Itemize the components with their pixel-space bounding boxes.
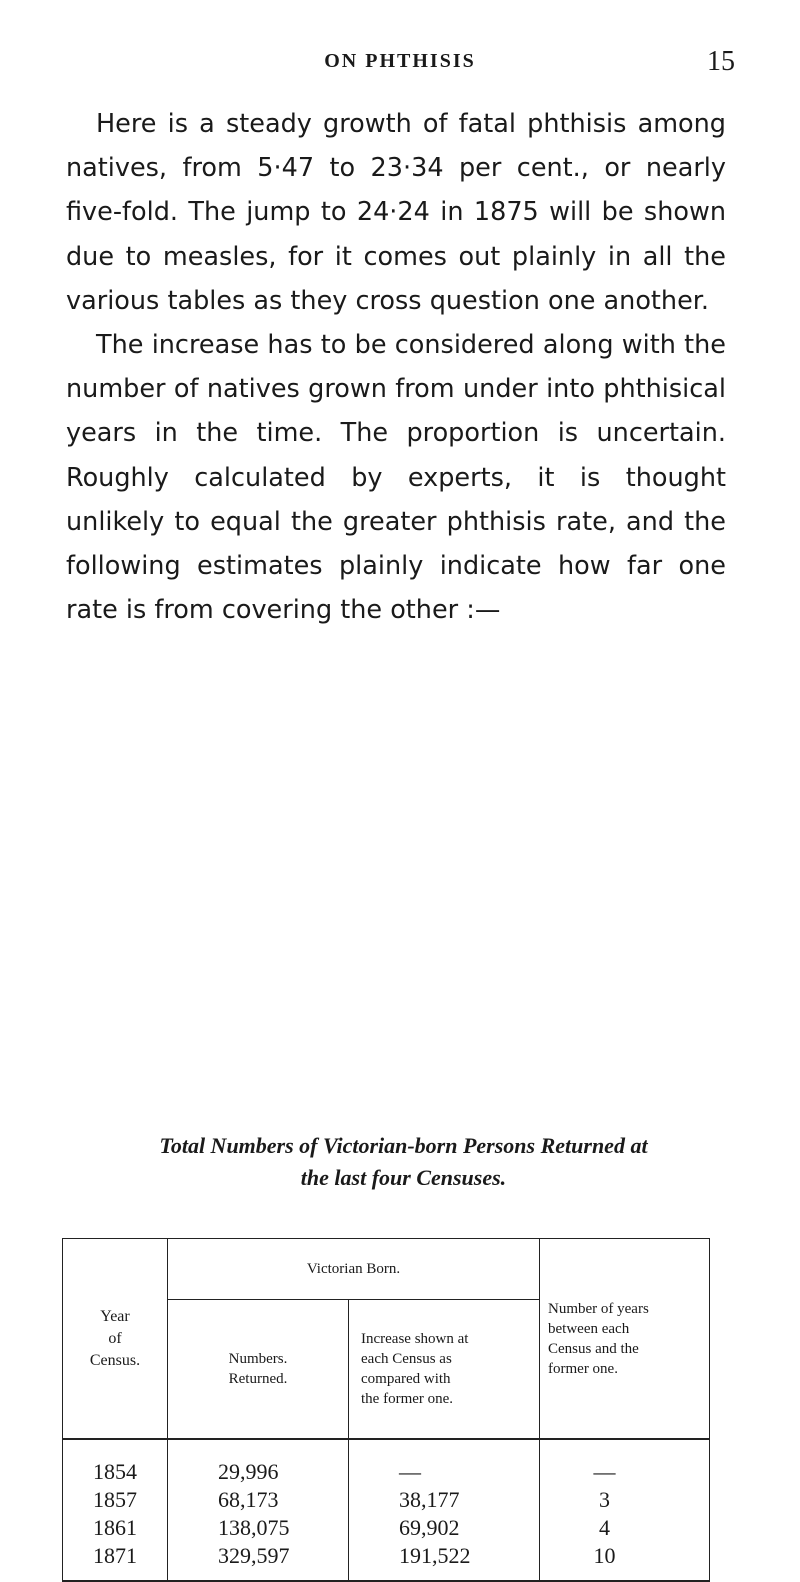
header-year-of-census: Year of Census. xyxy=(63,1239,168,1440)
running-title: ON PHTHISIS xyxy=(324,50,476,72)
paragraph-2: The increase has to be considered along with the number of natives grown from under into phthisical years in the time. The proportion is uncertain. Roughly calculated by experts, it is thought unlikely to equal the greater phthisis rate, and the following estimates plainly indicate how far one rate is from covering the other :— xyxy=(66,330,726,626)
cell-numbers: 329,597 xyxy=(168,1542,349,1581)
table-caption xyxy=(66,1130,741,1194)
cell-increase: — xyxy=(349,1439,540,1486)
cell-years: — xyxy=(540,1439,710,1486)
header-victorian-born: Victorian Born. xyxy=(168,1239,540,1300)
header-increase: Increase shown at each Census as compared with the former one. xyxy=(349,1300,540,1440)
cell-numbers: 138,075 xyxy=(168,1514,349,1542)
cell-increase: 191,522 xyxy=(349,1542,540,1581)
cell-years: 3 xyxy=(540,1486,710,1514)
cell-years: 10 xyxy=(540,1542,710,1581)
paragraph-1: Here is a steady growth of fatal phthisis among natives, from 5·47 to 23·34 per cent., or nearly five-fold. The jump to 24·24 in 1875 will be shown due to measles, for it comes out plainly in all the various tables as they cross question one another. xyxy=(66,109,726,316)
cell-year: 1857 xyxy=(63,1486,168,1514)
caption-line-2: the last four Censuses. xyxy=(300,1165,507,1190)
running-head xyxy=(0,46,800,80)
table-row xyxy=(63,1514,710,1542)
cell-numbers: 29,996 xyxy=(168,1439,349,1486)
body-text xyxy=(66,102,726,632)
page-number: 15 xyxy=(707,46,735,77)
caption-line-1: Total Numbers of Victorian-born Persons Returned at xyxy=(159,1133,648,1158)
table-row xyxy=(63,1542,710,1581)
header-numbers-returned: Numbers. Returned. xyxy=(168,1300,349,1440)
cell-numbers: 68,173 xyxy=(168,1486,349,1514)
header-years-between: Number of years between each Census and the former one. xyxy=(540,1239,710,1440)
census-table xyxy=(62,1238,710,1582)
cell-increase: 69,902 xyxy=(349,1514,540,1542)
table-row xyxy=(63,1439,710,1486)
cell-year: 1871 xyxy=(63,1542,168,1581)
cell-years: 4 xyxy=(540,1514,710,1542)
cell-year: 1861 xyxy=(63,1514,168,1542)
table-row xyxy=(63,1486,710,1514)
cell-year: 1854 xyxy=(63,1439,168,1486)
cell-increase: 38,177 xyxy=(349,1486,540,1514)
